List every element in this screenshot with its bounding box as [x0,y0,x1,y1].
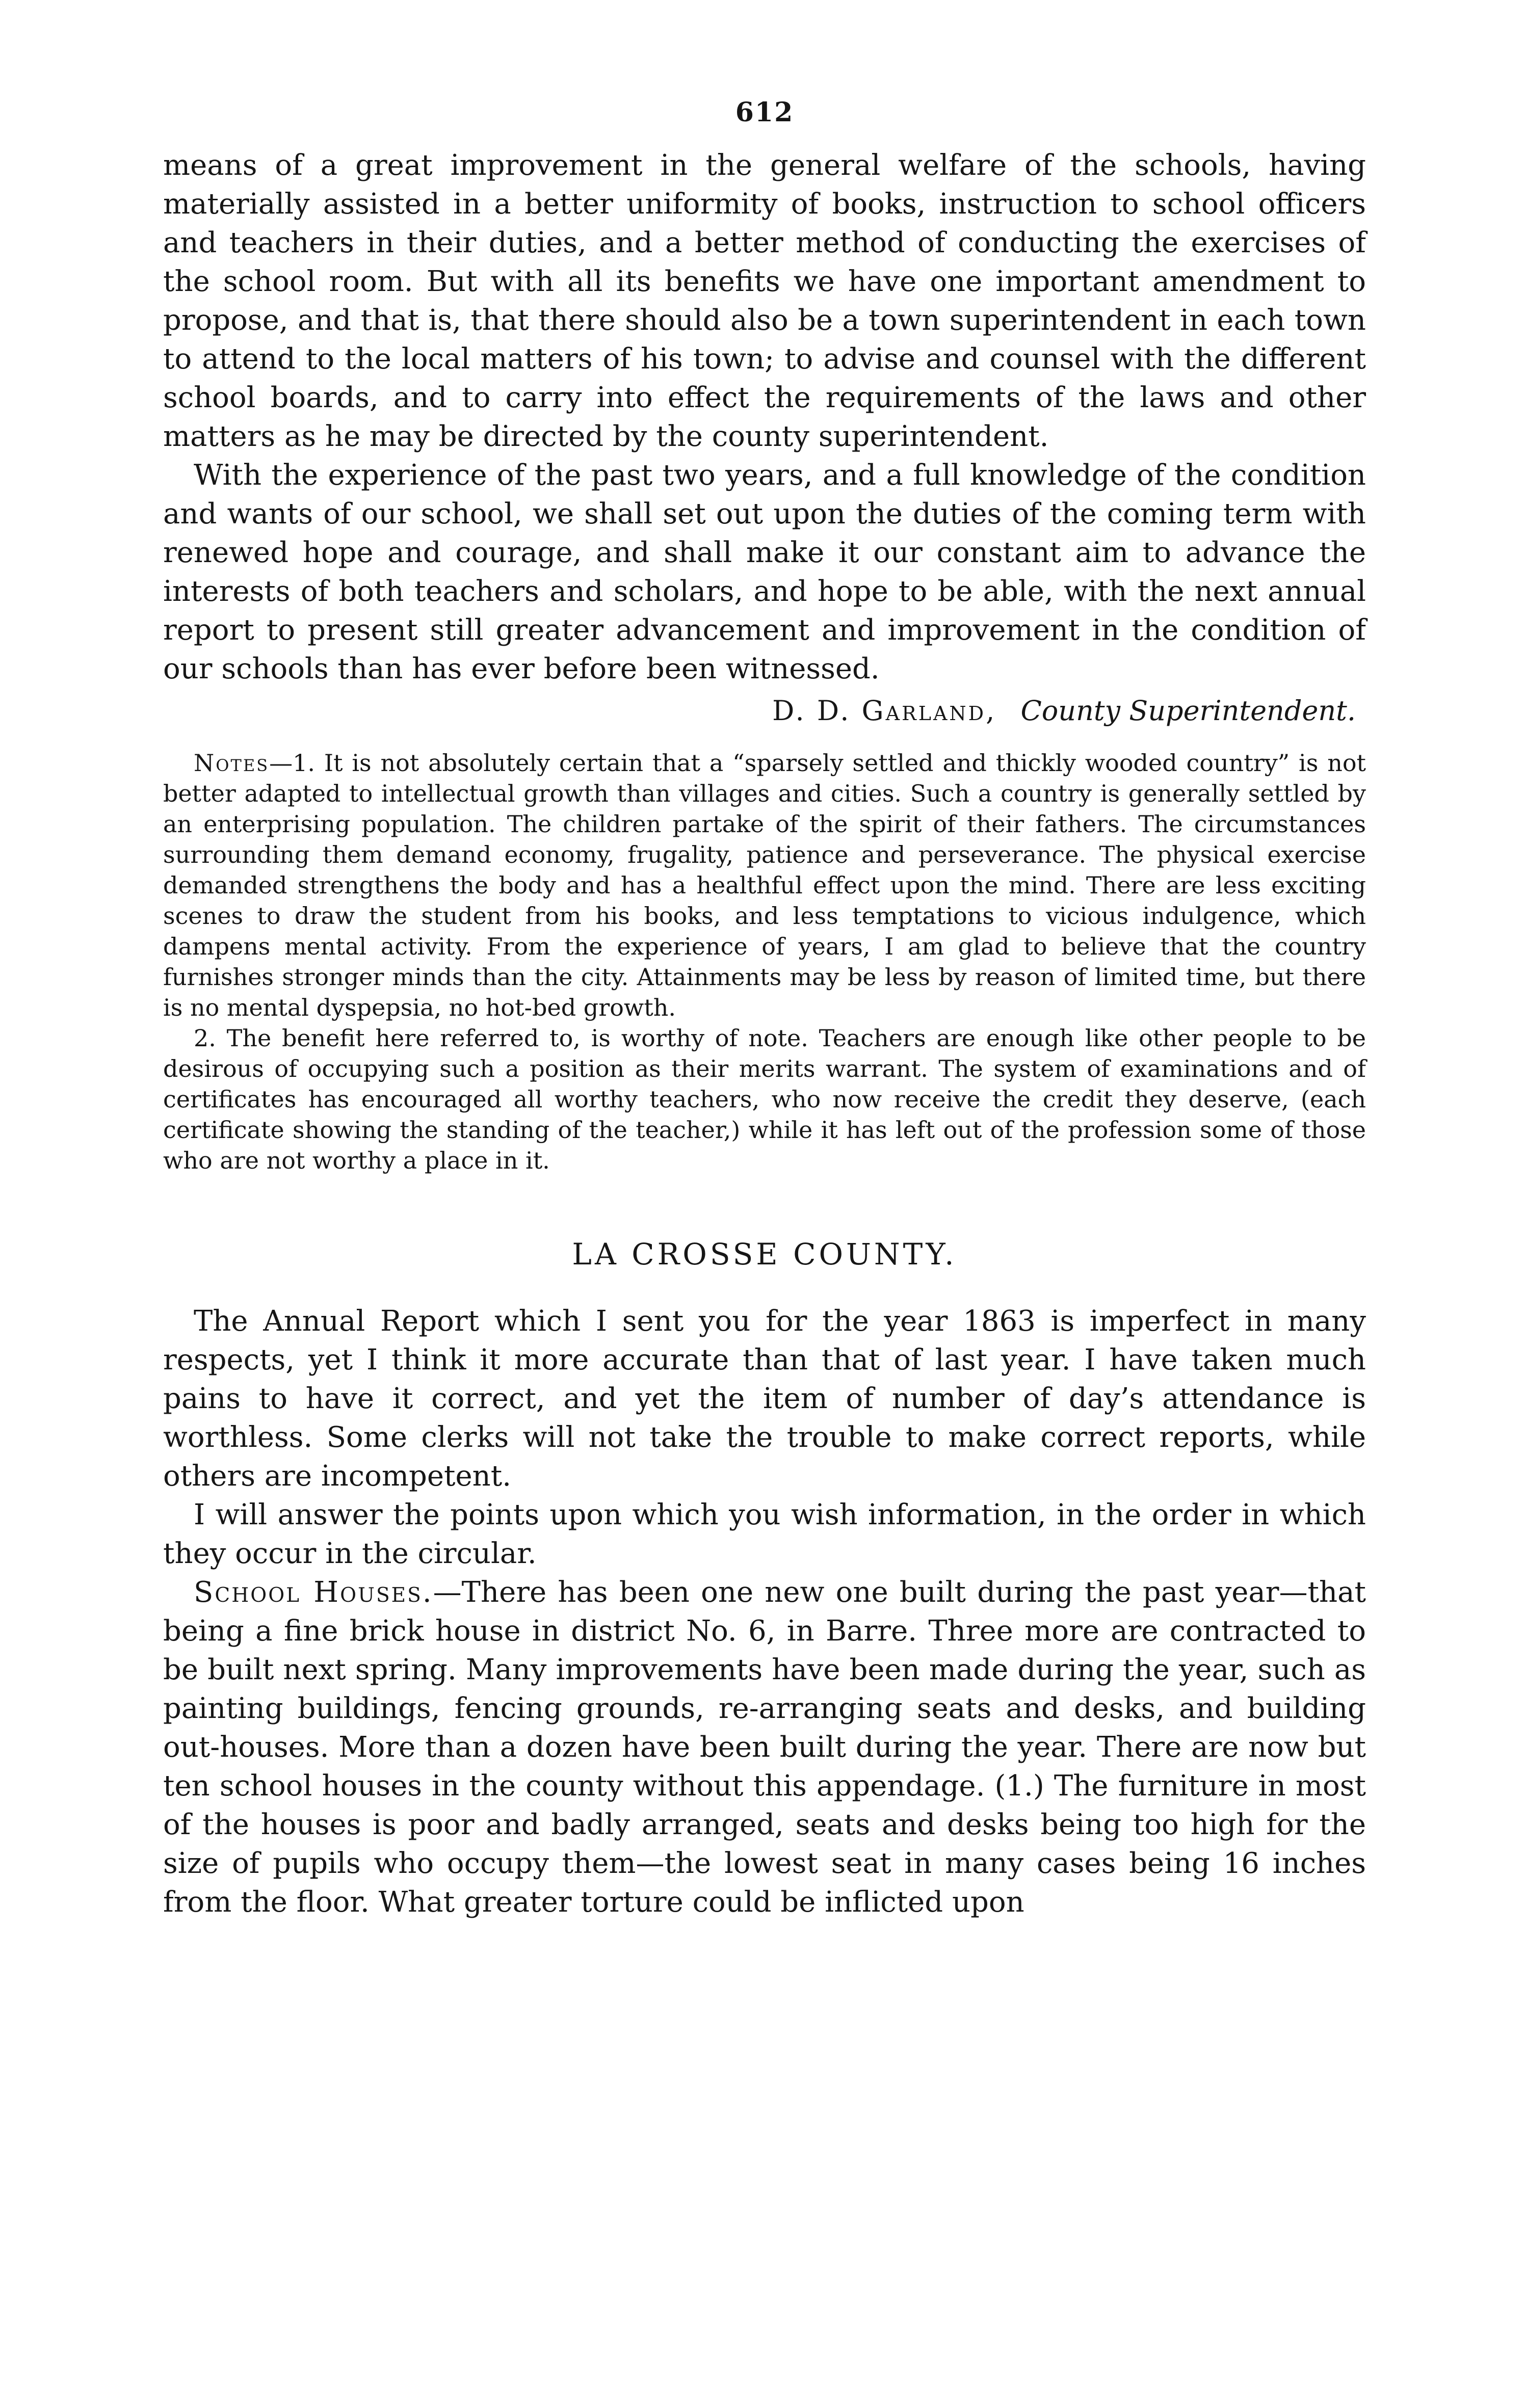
note-1 [163,748,1366,1023]
section-heading: LA CROSSE COUNTY. [572,1237,957,1272]
notes-label: Notes [194,749,270,777]
signature-name: D. D. Garland, [772,695,997,727]
paragraph-school-houses [163,1573,1366,1922]
notes-section [163,748,1366,1176]
school-houses-label: School Houses. [194,1576,433,1609]
paragraph-answer-points: I will answer the points upon which you wish information, in the order in which they occur in the circular. [163,1498,1366,1570]
paragraph-annual-report: The Annual Report which I sent you for the year 1863 is imperfect in many respects, yet I think it more accurate than that of last year. I have taken much pains to have it correct, and yet the item of number of day’s attendance is worthless. Some clerks will not take the trouble to make correct reports, while others are incompetent. [163,1305,1366,1493]
school-houses-text: —There has been one new one built during the past year—that being a fine brick house in district No. 6, in Barre. Three more are contracted to be built next spring. Many improvements have been made during the year, such as painting buildings, fencing grounds, re-arranging seats and desks, and building out-houses. More than a dozen have been built during the year. There are now but ten school houses in the county without this appendage. (1.) The furniture in most of the houses is poor and badly arranged, seats and desks being too high for the size of pupils who occupy them—the lowest seat in many cases being 16 inches from the floor. What greater torture could be inflicted upon [163,1576,1366,1919]
signature-title: County Superintendent. [1020,695,1356,727]
document-page [163,97,1366,1922]
note-1-text: —1. It is not absolutely certain that a “sparsely settled and thickly wooded country” is not better adapted to intellectual growth than villages and cities. Such a country is generally settled by an enterprising population. The children partake of the spirit of their fathers. The circumstances surrounding them demand economy, frugality, patience and perseverance. The physical exercise demanded strengthens the body and has a healthful effect upon the mind. There are less exciting scenes to draw the student from his books, and less temptations to vicious indulgence, which dampens mental activity. From the experience of years, I am glad to believe that the country furnishes stronger minds than the city. Attainments may be less by reason of limited time, but there is no mental dyspepsia, no hot-bed growth. [163,749,1366,1021]
signature [163,692,1366,730]
page-number: 612 [735,97,794,128]
note-2: 2. The benefit here referred to, is worthy of note. Teachers are enough like other people to be desirous of occupying such a position as their merits warrant. The system of examinations and of certificates has encouraged all worthy teachers, who now receive the credit they deserve, (each certificate showing the standing of the teacher,) while it has left out of the profession some of those who are not worthy a place in it. [163,1024,1366,1174]
paragraph-town-superintendent: means of a great improvement in the general welfare of the schools, having materially assisted in a better uniformity of books, instruction to school officers and teachers in their duties, and a better method of conducting the exercises of the school room. But with all its benefits we have one important amendment to propose, and that is, that there should also be a town superintendent in each town to attend to the local matters of his town; to advise and counsel with the different school boards, and to carry into effect the requirements of the laws and other matters as he may be directed by the county superintendent. [163,149,1366,453]
paragraph-experience: With the experience of the past two years, and a full knowledge of the condition and wants of our school, we shall set out upon the duties of the coming term with renewed hope and courage, and shall make it our constant aim to advance the interests of both teachers and scholars, and hope to be able, with the next annual report to present still greater advancement and improvement in the condition of our schools than has ever before been witnessed. [163,459,1366,685]
